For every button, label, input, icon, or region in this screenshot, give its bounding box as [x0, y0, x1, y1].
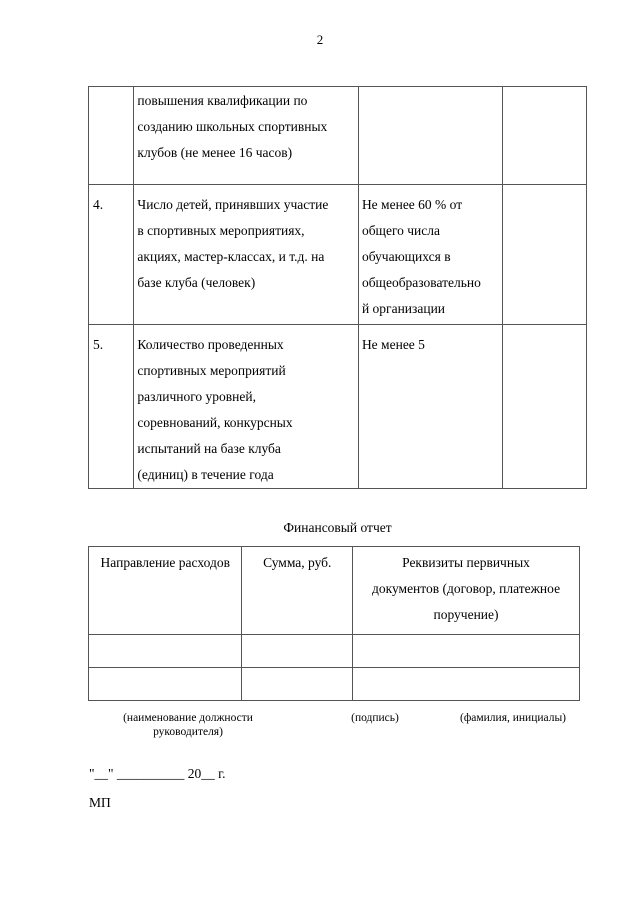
indicator-value-line: й организации: [361, 301, 446, 316]
indicator-name-line: клубов (не менее 16 часов): [137, 145, 293, 160]
stamp-placeholder: МП: [89, 795, 111, 810]
signature-sign-caption: (подпись): [351, 712, 399, 724]
indicator-name-line: повышения квалификации по: [137, 93, 308, 108]
header-direction: Направление расходов: [89, 547, 242, 635]
header-requisites: [353, 547, 580, 635]
indicator-fact: [502, 185, 586, 325]
indicator-name-line: (единиц) в течение года: [137, 467, 274, 482]
indicator-name-line: Количество проведенных: [137, 337, 284, 352]
financial-report-table: [88, 546, 580, 701]
signature-position-caption: [108, 711, 268, 739]
table-cell: [353, 635, 580, 668]
table-row: [89, 87, 587, 185]
indicator-value-line: общеобразовательно: [361, 275, 481, 290]
indicator-value-line: обучающихся в: [361, 249, 451, 264]
header-requisites-line: поручение): [433, 607, 499, 622]
signature-position-line: (наименование должности: [123, 712, 253, 724]
table-row: [89, 668, 580, 701]
table-cell: [89, 668, 242, 701]
indicator-name-line: соревнований, конкурсных: [137, 415, 293, 430]
indicators-table: [88, 86, 587, 489]
signature-name-caption: (фамилия, инициалы): [459, 712, 567, 724]
indicator-value-line: Не менее 5: [361, 337, 425, 352]
table-row: [89, 325, 587, 489]
table-cell: [89, 635, 242, 668]
indicator-name-line: базе клуба (человек): [137, 275, 256, 290]
table-cell: [242, 668, 353, 701]
table-row: [89, 185, 587, 325]
table-row: [89, 635, 580, 668]
indicator-value-line: общего числа: [361, 223, 441, 238]
indicator-value-line: Не менее 60 % от: [361, 197, 463, 212]
table-header-row: [89, 547, 580, 635]
indicator-name-line: испытаний на базе клуба: [137, 441, 281, 456]
indicator-name: [134, 87, 359, 185]
table-cell: [353, 668, 580, 701]
indicator-value: [358, 185, 502, 325]
indicator-name-line: в спортивных мероприятиях,: [137, 223, 305, 238]
indicator-fact: [502, 325, 586, 489]
header-amount: Сумма, руб.: [242, 547, 353, 635]
financial-report-title: Финансовый отчет: [283, 520, 392, 535]
indicator-name: [134, 185, 359, 325]
indicator-value: [358, 87, 502, 185]
indicator-fact: [502, 87, 586, 185]
indicator-name-line: спортивных мероприятий: [137, 363, 286, 378]
page-number: 2: [316, 32, 324, 47]
indicator-name-line: созданию школьных спортивных: [137, 119, 328, 134]
row-number: [89, 87, 134, 185]
date-line: "__" __________ 20__ г.: [89, 766, 226, 781]
indicator-name: [134, 325, 359, 489]
header-requisites-line: Реквизиты первичных: [402, 555, 530, 570]
table-cell: [242, 635, 353, 668]
signature-position-line: руководителя): [153, 726, 223, 738]
row-number: 5.: [89, 325, 134, 489]
indicator-name-line: акциях, мастер-классах, и т.д. на: [137, 249, 325, 264]
indicator-value: [358, 325, 502, 489]
indicator-name-line: Число детей, принявших участие: [137, 197, 329, 212]
header-requisites-line: документов (договор, платежное: [371, 581, 561, 596]
row-number: 4.: [89, 185, 134, 325]
indicator-name-line: различного уровней,: [137, 389, 256, 404]
